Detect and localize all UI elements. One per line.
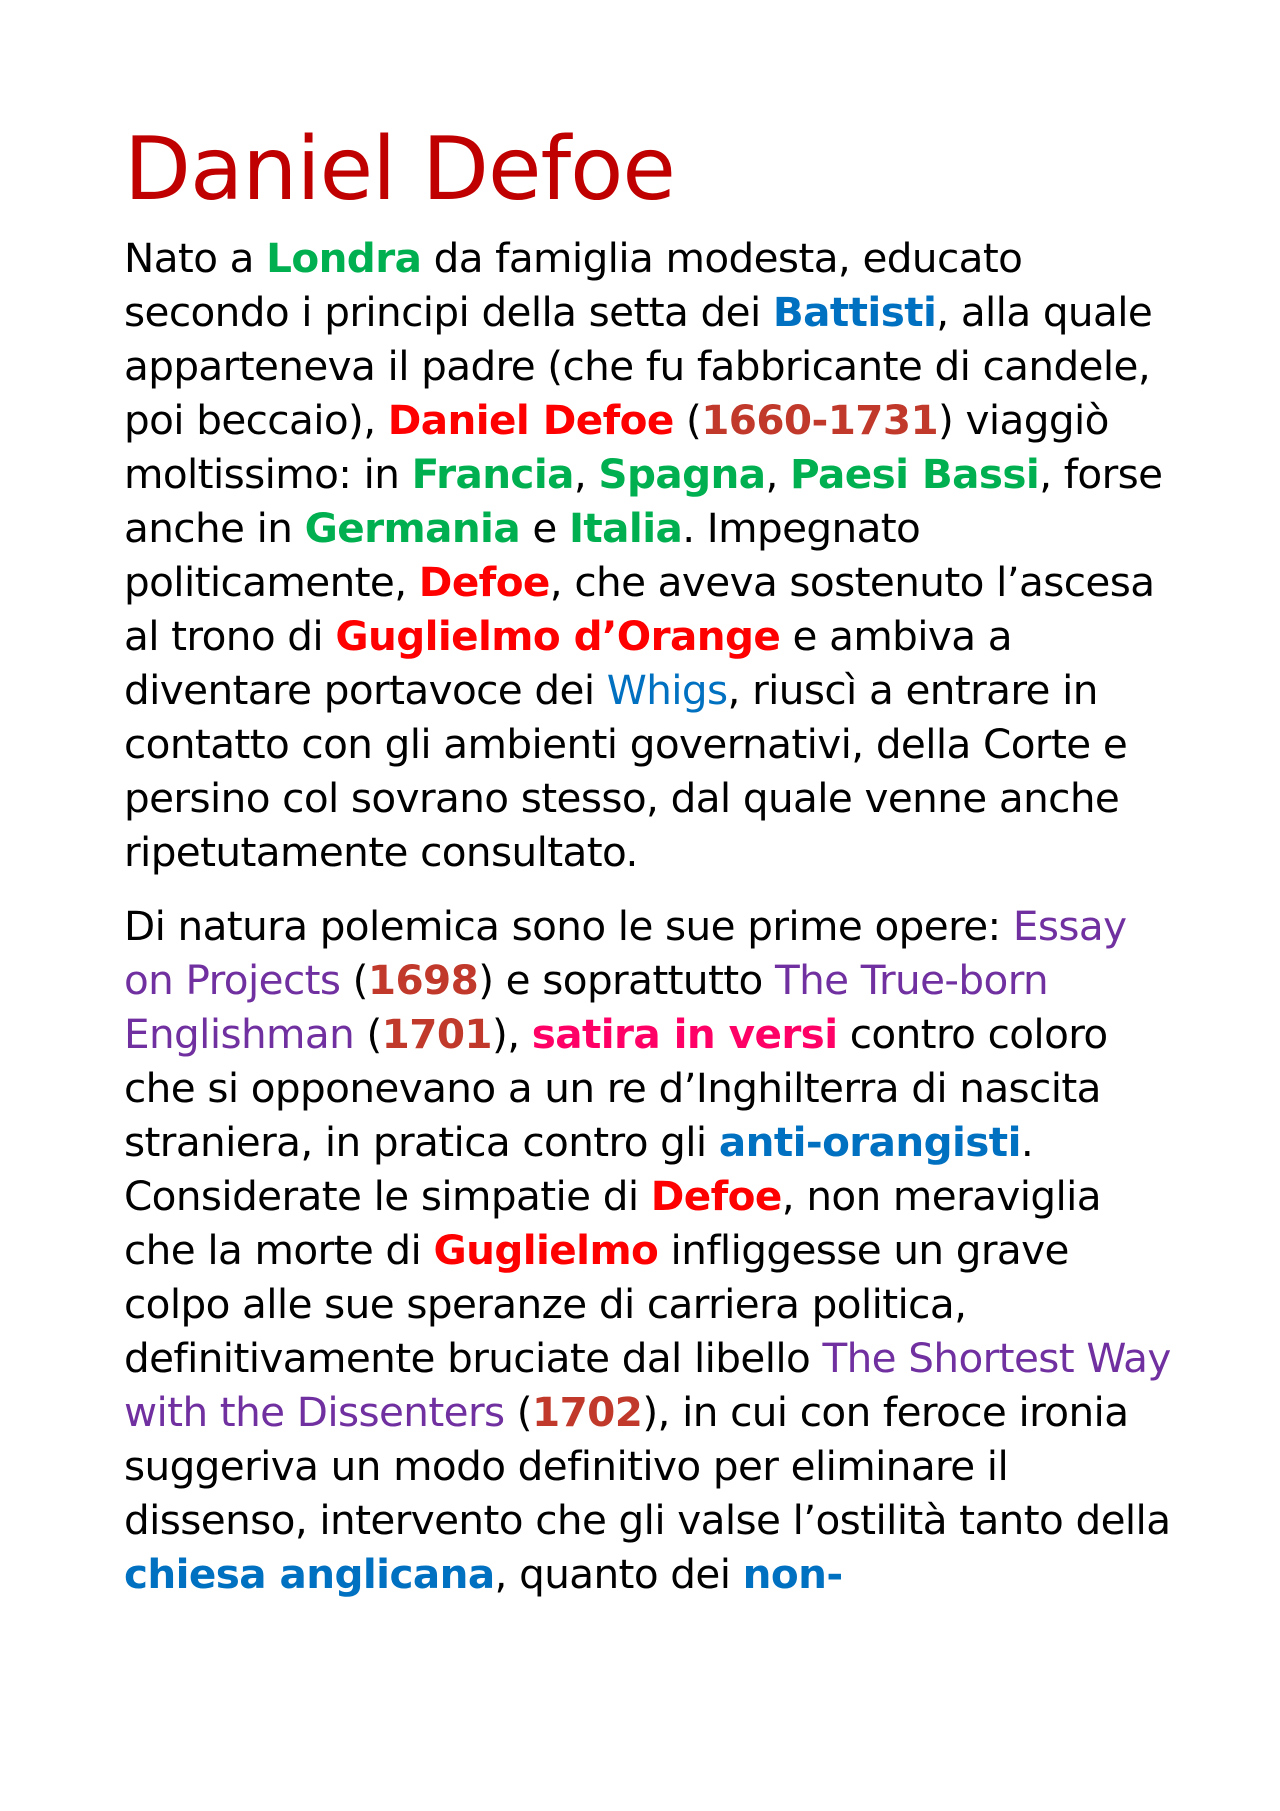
- text-run: ) e soprattutto: [478, 956, 775, 1005]
- highlight-blue: Battisti: [772, 288, 937, 337]
- page-title: Daniel Defoe: [124, 118, 675, 220]
- highlight-plainblue: Whigs: [606, 666, 728, 715]
- text-run: , alla quale apparteneva il padre (che fu fabbricante di candele, poi beccaio),: [124, 288, 1153, 445]
- text-run: contro coloro che si opponevano a un re d’Inghilterra di nascita straniera, in pratica contro gli: [124, 1010, 1108, 1167]
- text-run: Nato a: [124, 234, 267, 283]
- paragraph-works: [124, 899, 1174, 1601]
- text-run: , non meraviglia che la morte di: [124, 1172, 1102, 1275]
- highlight-orange: 1701: [381, 1010, 492, 1059]
- highlight-green: Londra: [266, 234, 422, 283]
- text-run: , quanto dei: [494, 1550, 743, 1599]
- highlight-purple: Essay on Projects: [124, 902, 1127, 1005]
- highlight-green: Italia: [568, 504, 683, 553]
- highlight-red: Guglielmo d’Orange: [335, 612, 781, 661]
- highlight-orange: 1698: [367, 956, 479, 1005]
- highlight-purple: The True-born Englishman: [124, 956, 1049, 1059]
- highlight-blue: anti-orangisti: [718, 1118, 1021, 1167]
- text-run: e: [520, 504, 569, 553]
- highlight-green: Germania: [304, 504, 521, 553]
- text-run: , forse anche in: [124, 450, 1163, 553]
- text-run: , che aveva sostenuto l’ascesa al trono di: [124, 558, 1155, 661]
- text-run: ,: [573, 450, 599, 499]
- highlight-blue: non-: [742, 1550, 843, 1599]
- highlight-green: Paesi Bassi: [790, 450, 1040, 499]
- text-run: Di natura polemica sono le sue prime opere:: [124, 902, 1013, 951]
- paragraph-biography: [124, 231, 1174, 879]
- highlight-pink: satira in versi: [531, 1010, 838, 1059]
- highlight-orange: 1702: [532, 1388, 643, 1437]
- text-run: ,: [765, 450, 791, 499]
- highlight-red: Daniel Defoe: [387, 396, 674, 445]
- text-run: (: [340, 956, 368, 1005]
- text-run: e ambiva a diventare portavoce dei: [124, 612, 1013, 715]
- highlight-red: Defoe: [650, 1172, 782, 1221]
- highlight-green: Spagna: [598, 450, 766, 499]
- document-page: [124, 118, 1174, 1621]
- highlight-red: Guglielmo: [433, 1226, 659, 1275]
- text-run: . Impegnato politicamente,: [124, 504, 921, 607]
- highlight-purple: The Shortest Way with the Dissenters: [124, 1334, 1171, 1437]
- highlight-blue: chiesa anglicana: [124, 1550, 495, 1599]
- text-run: (: [673, 396, 702, 445]
- text-run: , riuscì a entrare in contatto con gli ambienti governativi, della Corte e persino col sovrano stesso, dal quale venne anche ripetutamente consultato.: [124, 666, 1128, 877]
- highlight-green: Francia: [411, 450, 574, 499]
- highlight-orange: 1660-1731: [701, 396, 939, 445]
- text-run: ) viaggiò moltissimo: in: [124, 396, 1109, 499]
- text-run: . Considerate le simpatie di: [124, 1118, 1034, 1221]
- highlight-red: Defoe: [418, 558, 550, 607]
- text-run: ), in cui con feroce ironia suggeriva un modo definitivo per eliminare il dissenso, intervento che gli valse l’ostilità tanto della: [124, 1388, 1171, 1545]
- text-run: (: [504, 1388, 532, 1437]
- text-run: infliggesse un grave colpo alle sue speranze di carriera politica, definitivamente bruciate dal libello: [124, 1226, 1069, 1383]
- text-run: ),: [492, 1010, 532, 1059]
- text-run: da famiglia modesta, educato secondo i principi della setta dei: [124, 234, 1023, 337]
- text-run: (: [354, 1010, 382, 1059]
